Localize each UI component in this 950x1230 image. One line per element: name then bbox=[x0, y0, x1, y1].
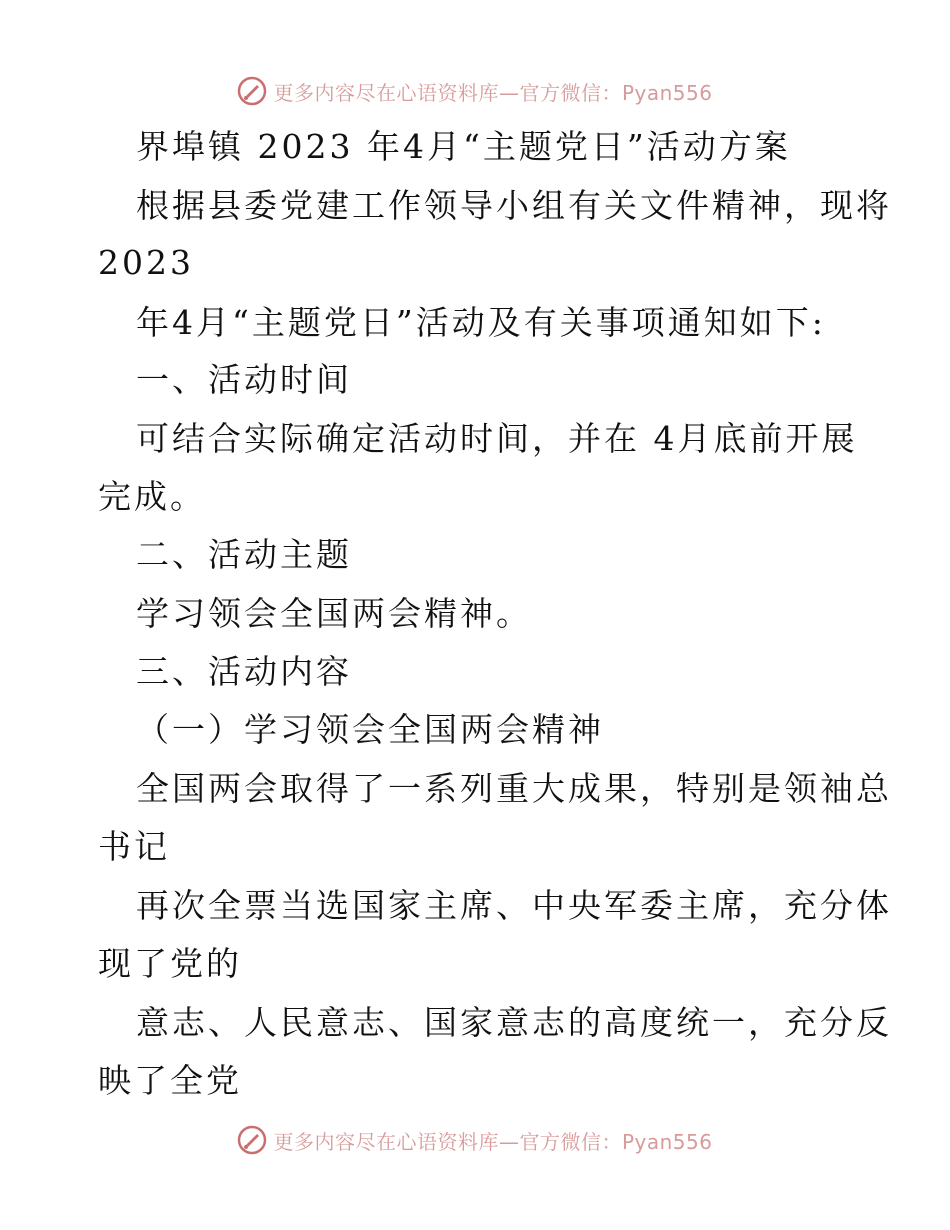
paragraph-line: 完成。 bbox=[98, 477, 206, 516]
subsection-heading: （一）学习领会全国两会精神 bbox=[136, 710, 604, 749]
watermark-text: 更多内容尽在心语资料库—官方微信：Pyan556 bbox=[273, 1129, 713, 1154]
section-heading: 一、活动时间 bbox=[136, 360, 352, 399]
section-heading: 三、活动内容 bbox=[136, 652, 352, 691]
pen-logo-icon bbox=[237, 1125, 267, 1155]
watermark-banner-bottom bbox=[0, 1120, 950, 1160]
paragraph-line: 根据县委党建工作领导小组有关文件精神，现将 bbox=[136, 186, 892, 225]
paragraph-line: 意志、人民意志、国家意志的高度统一，充分反 bbox=[136, 1003, 892, 1042]
pen-logo-icon bbox=[237, 76, 267, 106]
document-title: 界埠镇 2023 年4月“主题党日”活动方案 bbox=[136, 127, 791, 166]
paragraph-line: 映了全党 bbox=[98, 1061, 242, 1100]
section-heading: 二、活动主题 bbox=[136, 535, 352, 574]
paragraph-line: 2023 bbox=[98, 243, 194, 282]
watermark-banner-top bbox=[0, 71, 950, 111]
paragraph-line: 全国两会取得了一系列重大成果，特别是领袖总 bbox=[136, 769, 892, 808]
paragraph-line: 可结合实际确定活动时间，并在 4月底前开展 bbox=[136, 419, 858, 458]
paragraph-line: 书记 bbox=[98, 827, 170, 866]
paragraph-line: 年4月“主题党日”活动及有关事项通知如下: bbox=[136, 303, 826, 342]
paragraph-line: 再次全票当选国家主席、中央军委主席，充分体 bbox=[136, 886, 892, 925]
watermark-text: 更多内容尽在心语资料库—官方微信：Pyan556 bbox=[273, 80, 713, 105]
paragraph-line: 学习领会全国两会精神。 bbox=[136, 594, 532, 633]
paragraph-line: 现了党的 bbox=[98, 944, 242, 983]
